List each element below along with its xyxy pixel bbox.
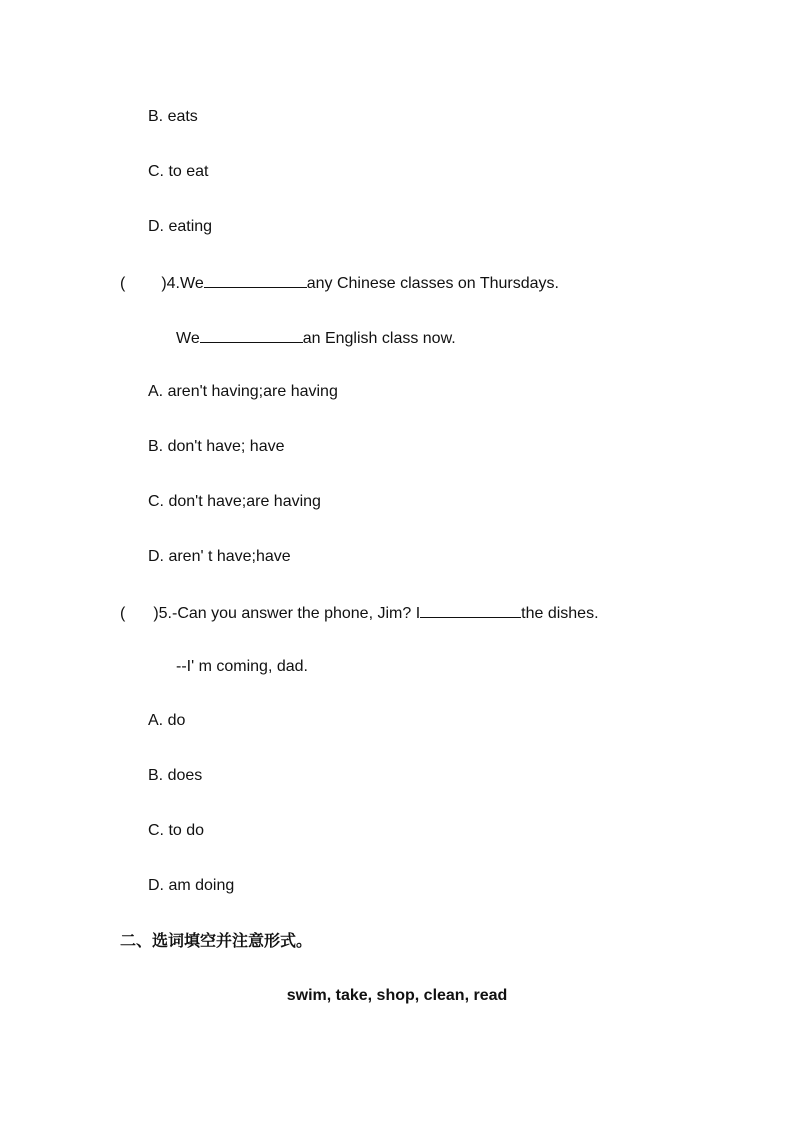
q4-line1-before: We: [180, 275, 204, 292]
q4-option-d: D. aren' t have;have: [148, 548, 291, 565]
q4-line2-after: an English class now.: [302, 330, 456, 347]
q5-line1-after: the dishes.: [521, 605, 599, 622]
blank-line: [200, 327, 303, 343]
q4-paren-open: (: [120, 275, 126, 292]
q4-line2-before: We: [176, 330, 200, 347]
q5-paren-open: (: [120, 605, 126, 622]
q5-option-d: D. am doing: [148, 877, 235, 894]
q4-number: )4.: [161, 275, 180, 292]
q5-option-a: A. do: [148, 712, 186, 729]
q4-option-a: A. aren't having;are having: [148, 383, 338, 400]
q5-number: )5.: [153, 605, 172, 622]
blank-line: [204, 272, 307, 288]
q4-stem-line1: [120, 272, 559, 292]
q4-option-b: B. don't have; have: [148, 438, 285, 455]
q3-option-b: B. eats: [148, 108, 198, 125]
q5-option-b: B. does: [148, 767, 203, 784]
q4-line1-after: any Chinese classes on Thursdays.: [306, 275, 559, 292]
q3-option-c: C. to eat: [148, 163, 209, 180]
q5-stem-line1: [120, 602, 599, 622]
word-bank: swim, take, shop, clean, read: [286, 987, 508, 1004]
blank-line: [420, 602, 521, 618]
q5-option-c: C. to do: [148, 822, 205, 839]
q4-option-c: C. don't have;are having: [148, 493, 321, 510]
q3-option-d: D. eating: [148, 218, 213, 235]
q4-stem-line2: [176, 327, 456, 347]
section-heading: 二、选词填空并注意形式。: [120, 931, 313, 950]
q5-stem-line2: --I' m coming, dad.: [176, 658, 308, 675]
q5-line1-before: -Can you answer the phone, Jim? I: [172, 605, 421, 622]
